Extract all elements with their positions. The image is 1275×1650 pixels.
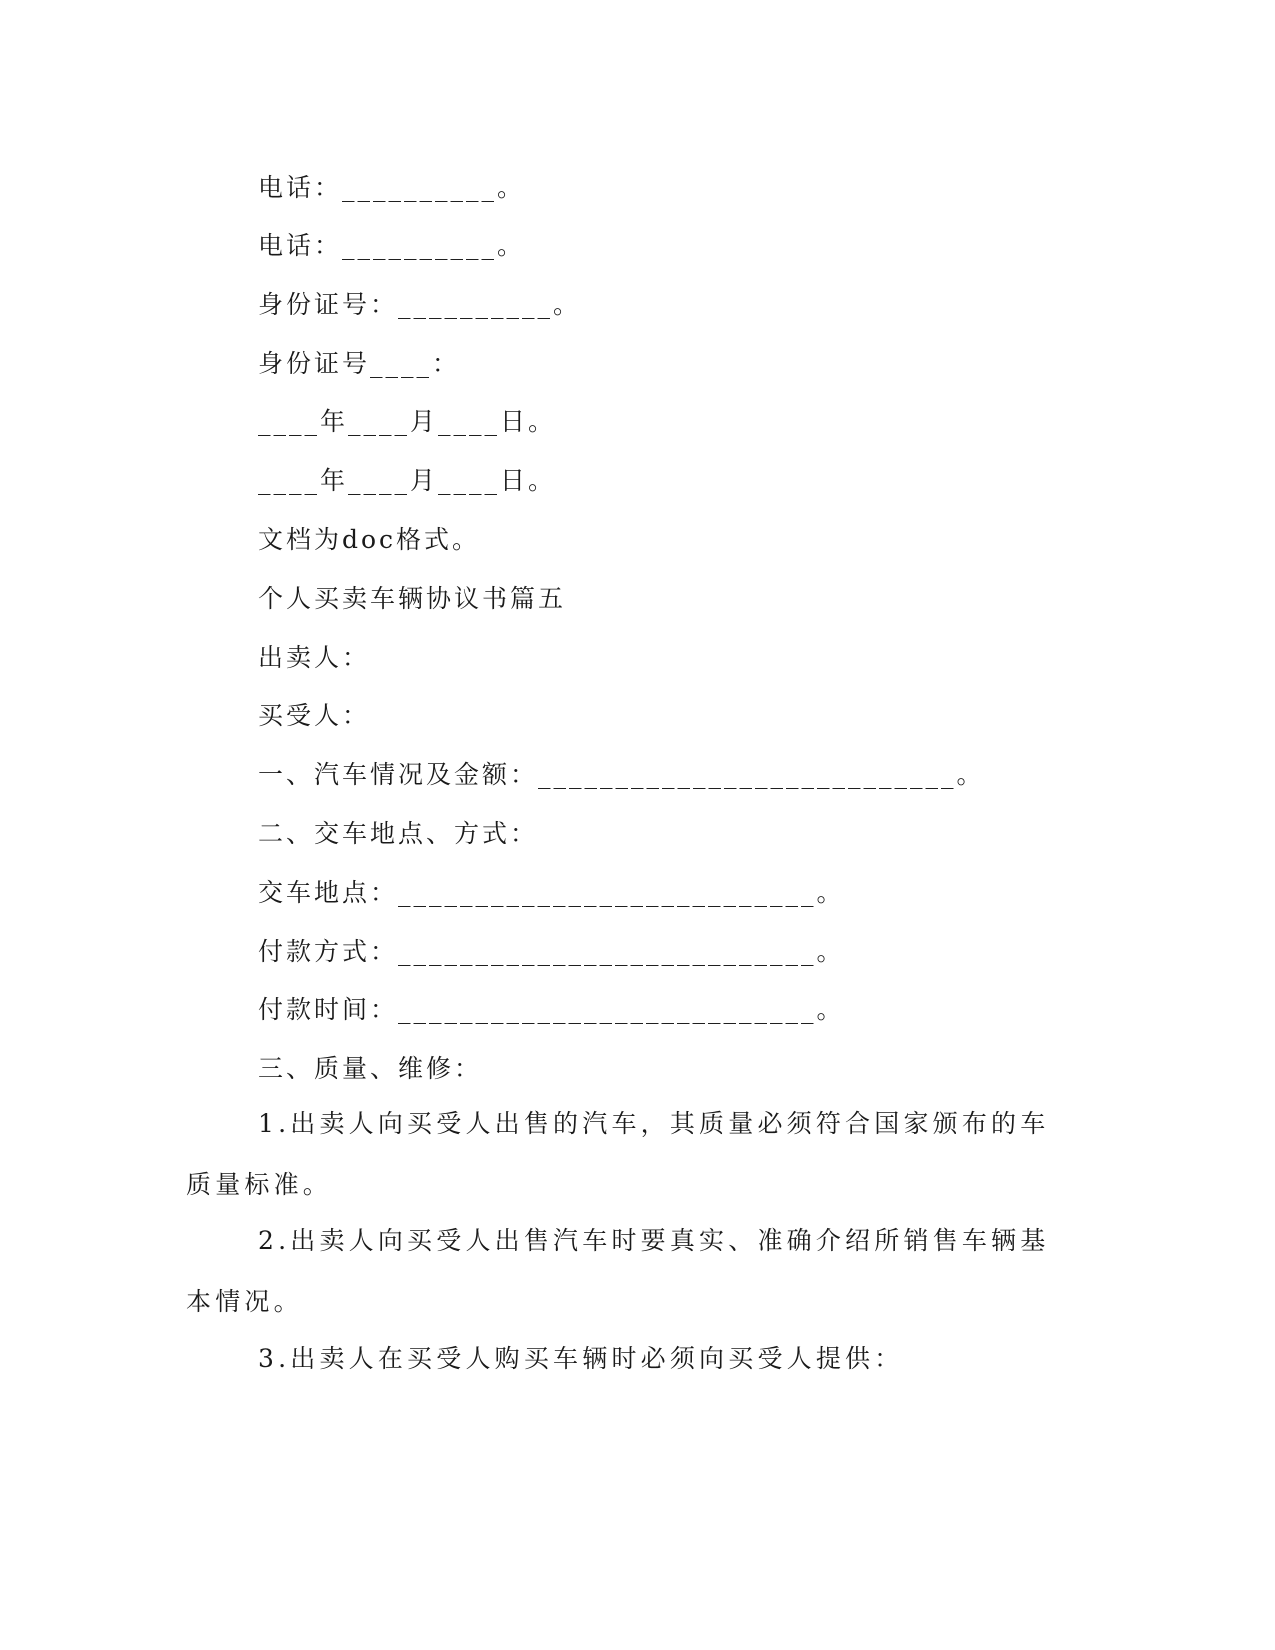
clause-1: 1.出卖人向买受人出售的汽车，其质量必须符合国家颁布的车质量标准。 bbox=[186, 1109, 1050, 1199]
payment-method-line: 付款方式：___________________________。 bbox=[258, 937, 845, 966]
phone-line-2: 电话：__________。 bbox=[258, 231, 526, 260]
car-amount-line: 一、汽车情况及金额：___________________________。 bbox=[258, 760, 985, 789]
clause-3: 3.出卖人在买受人购买车辆时必须向买受人提供： bbox=[258, 1344, 904, 1373]
format-note: 文档为doc格式。 bbox=[258, 525, 481, 554]
delivery-heading: 二、交车地点、方式： bbox=[258, 819, 539, 848]
id-number-line-2: 身份证号____： bbox=[258, 349, 461, 378]
section-title: 个人买卖车辆协议书篇五 bbox=[258, 584, 567, 613]
clause-2: 2.出卖人向买受人出售汽车时要真实、准确介绍所销售车辆基本情况。 bbox=[186, 1226, 1050, 1316]
phone-line-1: 电话：__________。 bbox=[258, 173, 526, 202]
buyer-line: 买受人： bbox=[258, 701, 371, 730]
seller-line: 出卖人： bbox=[258, 643, 371, 672]
date-line-1: ____年____月____日。 bbox=[258, 407, 557, 436]
payment-time-line: 付款时间：___________________________。 bbox=[258, 995, 845, 1024]
delivery-place-line: 交车地点：___________________________。 bbox=[258, 878, 845, 907]
quality-heading: 三、质量、维修： bbox=[258, 1054, 483, 1083]
id-number-line-1: 身份证号：__________。 bbox=[258, 290, 582, 319]
date-line-2: ____年____月____日。 bbox=[258, 466, 557, 495]
